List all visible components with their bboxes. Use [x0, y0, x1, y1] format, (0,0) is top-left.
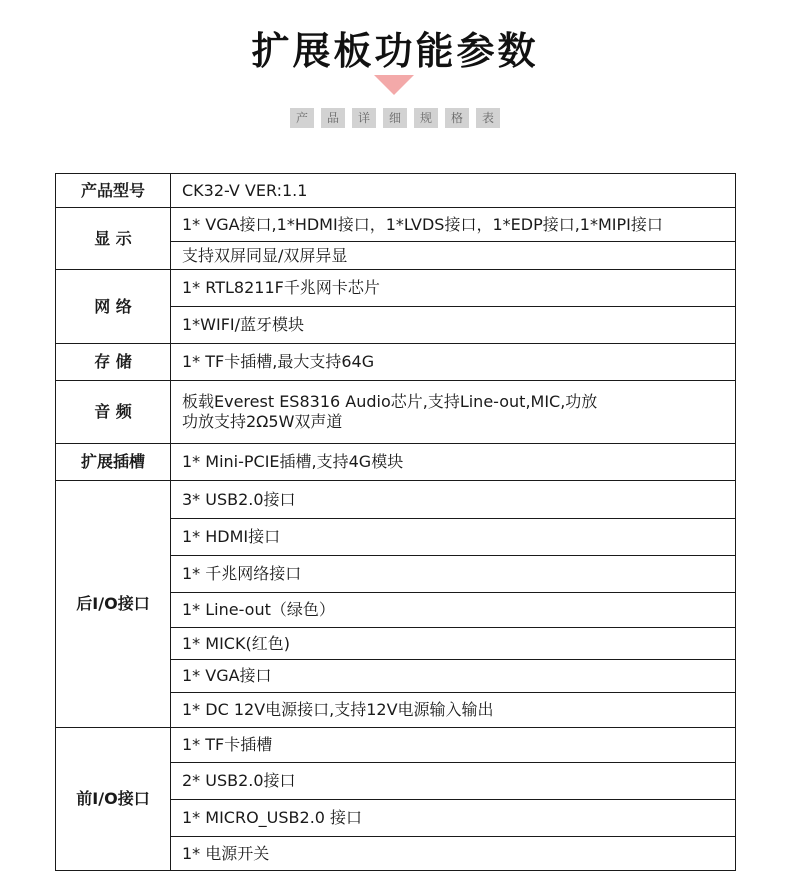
- spec-value: 支持双屏同显/双屏异显: [171, 242, 736, 270]
- subtitle-char: 细: [383, 108, 407, 128]
- table-row: [56, 444, 736, 481]
- spec-value: 1* VGA接口,1*HDMI接口，1*LVDS接口，1*EDP接口,1*MIPI接口: [171, 208, 736, 242]
- title-pointer-icon: [374, 75, 414, 95]
- table-row: [56, 381, 736, 444]
- subtitle-char: 规: [414, 108, 438, 128]
- table-row: [56, 344, 736, 381]
- spec-value: 1* HDMI接口: [171, 519, 736, 556]
- spec-value: 1* 千兆网络接口: [171, 556, 736, 593]
- table-row: [56, 728, 736, 763]
- row-label: 存 储: [56, 344, 171, 381]
- subtitle-char: 详: [352, 108, 376, 128]
- table-row: [56, 174, 736, 208]
- row-label: 显 示: [56, 208, 171, 270]
- spec-value: 3* USB2.0接口: [171, 481, 736, 519]
- spec-value: 1* TF卡插槽,最大支持64G: [171, 344, 736, 381]
- row-label: 产品型号: [56, 174, 171, 208]
- row-label: 扩展插槽: [56, 444, 171, 481]
- table-row: [56, 270, 736, 307]
- spec-value: 1* Line-out（绿色）: [171, 593, 736, 628]
- spec-value: CK32-V VER:1.1: [171, 174, 736, 208]
- spec-value: 1* 电源开关: [171, 837, 736, 871]
- spec-table: [55, 173, 736, 871]
- row-label: 网 络: [56, 270, 171, 344]
- row-label: 后I/O接口: [56, 481, 171, 728]
- subtitle-char: 品: [321, 108, 345, 128]
- subtitle-char: 表: [476, 108, 500, 128]
- subtitle-bar: [0, 108, 790, 128]
- table-row: [56, 208, 736, 242]
- spec-value: 1* MICK(红色): [171, 628, 736, 660]
- spec-value: 板载Everest ES8316 Audio芯片,支持Line-out,MIC,功放 功放支持2Ω5W双声道: [171, 381, 736, 444]
- row-label: 前I/O接口: [56, 728, 171, 871]
- spec-value: 1*WIFI/蓝牙模块: [171, 307, 736, 344]
- spec-value: 2* USB2.0接口: [171, 763, 736, 800]
- table-row: [56, 481, 736, 519]
- spec-value: 1* DC 12V电源接口,支持12V电源输入输出: [171, 693, 736, 728]
- spec-value: 1* RTL8211F千兆网卡芯片: [171, 270, 736, 307]
- subtitle-char: 产: [290, 108, 314, 128]
- page-title: 扩展板功能参数: [251, 29, 539, 73]
- row-label: 音 频: [56, 381, 171, 444]
- spec-value: 1* Mini-PCIE插槽,支持4G模块: [171, 444, 736, 481]
- spec-value: 1* MICRO_USB2.0 接口: [171, 800, 736, 837]
- spec-value: 1* TF卡插槽: [171, 728, 736, 763]
- subtitle-char: 格: [445, 108, 469, 128]
- spec-value: 1* VGA接口: [171, 660, 736, 693]
